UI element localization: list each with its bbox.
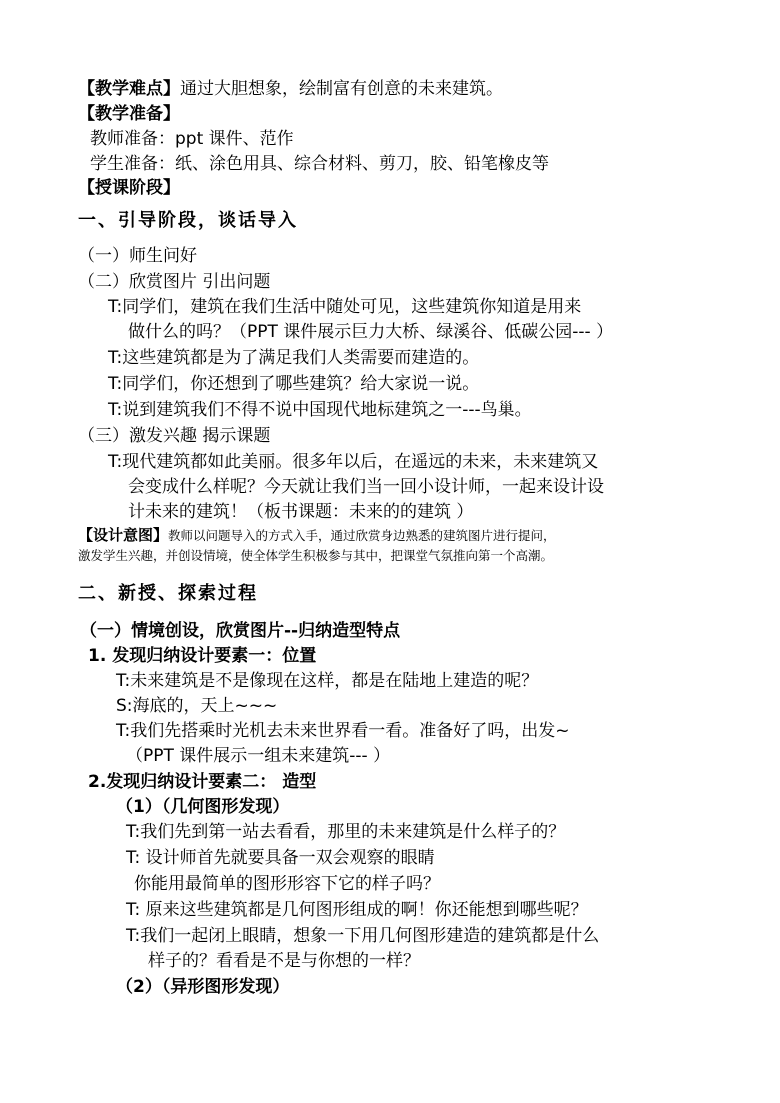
ppt-note: （PPT 课件展示一组未来建筑--- ） bbox=[126, 746, 391, 766]
teacher-line-cont: 你能用最简单的图形形容下它的样子吗？ bbox=[134, 874, 440, 894]
difficulty-label: 【教学难点】 bbox=[78, 79, 180, 99]
teacher-line: T:同学们，你还想到了哪些建筑？给大家说一说。 bbox=[108, 374, 480, 394]
teacher-line: T:我们先到第一站去看看，那里的未来建筑是什么样子的？ bbox=[126, 822, 566, 842]
teacher-line: T:未来建筑是不是像现在这样，都是在陆地上建造的呢？ bbox=[116, 671, 539, 691]
stage-heading: 【授课阶段】 bbox=[78, 178, 180, 198]
section-one-title: 一、引导阶段，谈话导入 bbox=[78, 210, 298, 231]
element-two-heading: 2.发现归纳设计要素二： 造型 bbox=[88, 772, 317, 792]
subsection-greeting: （一）师生问好 bbox=[78, 246, 197, 266]
design-intent-label: 【设计意图】 bbox=[78, 526, 169, 544]
section-two-title: 二、新授、探索过程 bbox=[78, 583, 258, 604]
teacher-line-cont: 做什么的吗？（PPT 课件展示巨力大桥、绿溪谷、低碳公园--- ） bbox=[128, 322, 614, 342]
student-line: S:海底的，天上~~~ bbox=[116, 696, 278, 716]
geometric-heading: （1）（几何图形发现） bbox=[116, 797, 290, 817]
teacher-line-cont: 计未来的建筑！（板书课题：未来的的建筑 ） bbox=[128, 502, 474, 522]
teacher-line: T:我们一起闭上眼睛，想象一下用几何图形建造的建筑都是什么 bbox=[126, 926, 600, 946]
teacher-line: T: 原来这些建筑都是几何图形组成的啊！你还能想到哪些呢？ bbox=[126, 900, 588, 920]
teacher-line: T:这些建筑都是为了满足我们人类需要而建造的。 bbox=[108, 348, 480, 368]
difficulty-text: 通过大胆想象，绘制富有创意的未来建筑。 bbox=[180, 79, 503, 99]
subsection-interest: （三）激发兴趣 揭示课题 bbox=[78, 426, 271, 446]
student-preparation: 学生准备：纸、涂色用具、综合材料、剪刀，胶、铅笔橡皮等 bbox=[90, 154, 549, 174]
teacher-line: T:现代建筑都如此美丽。很多年以后，在遥远的未来，未来建筑又 bbox=[108, 452, 599, 472]
teacher-preparation: 教师准备：ppt 课件、范作 bbox=[90, 129, 294, 149]
design-intent-text-cont: 激发学生兴趣，并创设情境，使全体学生积极参与其中，把课堂气氛推向第一个高潮。 bbox=[78, 548, 554, 563]
preparation-heading: 【教学准备】 bbox=[78, 104, 180, 124]
subsection-scene: （一）情境创设，欣赏图片--归纳造型特点 bbox=[80, 621, 401, 641]
design-intent-line bbox=[78, 524, 556, 546]
element-one-heading: 1. 发现归纳设计要素一：位置 bbox=[88, 646, 317, 666]
teacher-line-cont: 会变成什么样呢？今天就让我们当一回小设计师，一起来设计设 bbox=[128, 477, 604, 497]
difficulty-line bbox=[78, 78, 503, 100]
teacher-line: T:我们先搭乘时光机去未来世界看一看。准备好了吗，出发~ bbox=[116, 721, 570, 741]
teacher-line: T:说到建筑我们不得不说中国现代地标建筑之一---鸟巢。 bbox=[108, 400, 532, 420]
design-intent-text: 教师以问题导入的方式入手，通过欣赏身边熟悉的建筑图片进行提问， bbox=[168, 528, 556, 543]
teacher-line: T: 设计师首先就要具备一双会观察的眼睛 bbox=[126, 848, 435, 868]
teacher-line: T:同学们，建筑在我们生活中随处可见，这些建筑你知道是用来 bbox=[108, 297, 582, 317]
subsection-appreciate: （二）欣赏图片 引出问题 bbox=[78, 272, 271, 292]
teacher-line-cont: 样子的？看看是不是与你想的一样？ bbox=[148, 951, 420, 971]
irregular-heading: （2）（异形图形发现） bbox=[116, 977, 290, 997]
